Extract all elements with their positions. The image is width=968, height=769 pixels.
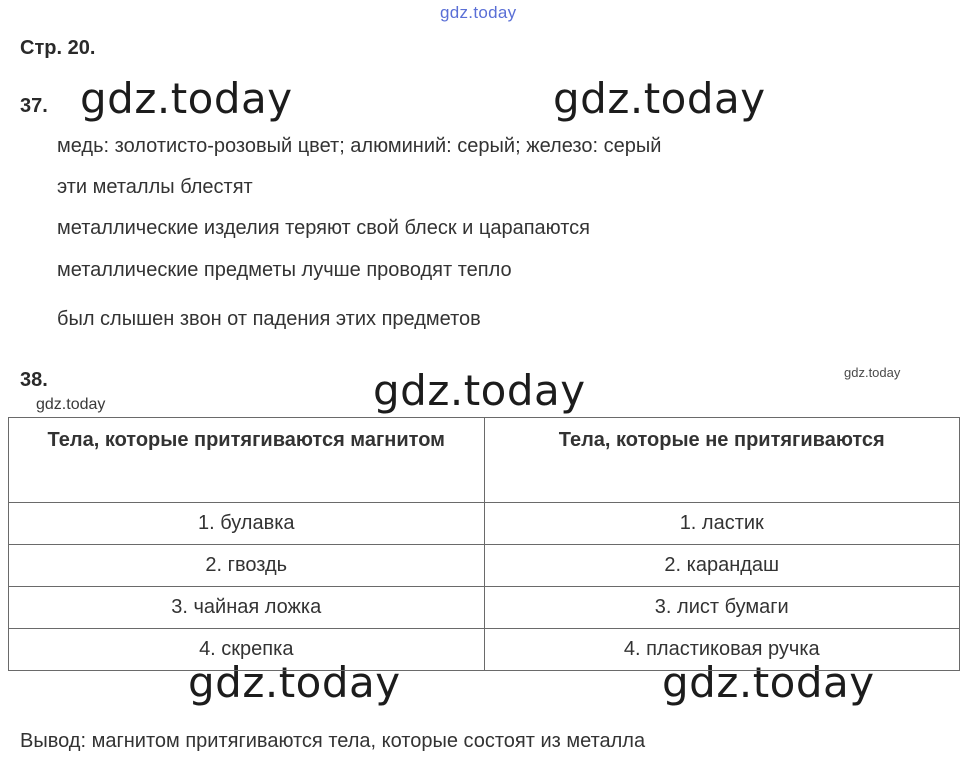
- watermark-big-3: gdz.today: [373, 366, 586, 415]
- watermark-small-right: gdz.today: [844, 365, 901, 380]
- cell-attracted: 2. гвоздь: [9, 545, 485, 587]
- magnets-table: [8, 417, 960, 671]
- cell-not-attracted: 2. карандаш: [484, 545, 960, 587]
- task38-conclusion: Вывод: магнитом притягиваются тела, которые состоят из металла: [20, 730, 646, 752]
- task38-number: 38.: [20, 369, 48, 391]
- cell-not-attracted: 1. ластик: [484, 503, 960, 545]
- task37-line-4: металлические предметы лучше проводят тепло: [57, 259, 512, 281]
- table-header-row: [9, 418, 960, 503]
- watermark-top: gdz.today: [440, 3, 517, 22]
- task37-number: 37.: [20, 95, 48, 117]
- task37-line-2: эти металлы блестят: [57, 176, 253, 198]
- page-label: Стр. 20.: [20, 37, 96, 59]
- header-not-attracted: Тела, которые не притягиваются: [484, 418, 960, 503]
- cell-not-attracted: 3. лист бумаги: [484, 587, 960, 629]
- table-row: [9, 587, 960, 629]
- table-row: [9, 545, 960, 587]
- watermark-big-5: gdz.today: [662, 658, 875, 707]
- task37-line-3: металлические изделия теряют свой блеск и царапаются: [57, 217, 590, 239]
- cell-attracted: 4. скрепка: [9, 629, 485, 671]
- table-row: [9, 629, 960, 671]
- watermark-small-left: gdz.today: [36, 396, 106, 413]
- task37-line-5: был слышен звон от падения этих предметов: [57, 308, 481, 330]
- cell-attracted: 3. чайная ложка: [9, 587, 485, 629]
- watermark-big-4: gdz.today: [188, 658, 401, 707]
- header-attracted: Тела, которые притягиваются магнитом: [9, 418, 485, 503]
- cell-attracted: 1. булавка: [9, 503, 485, 545]
- task37-line-1: медь: золотисто-розовый цвет; алюминий: серый; железо: серый: [57, 135, 662, 157]
- watermark-big-2: gdz.today: [553, 74, 766, 123]
- cell-not-attracted: 4. пластиковая ручка: [484, 629, 960, 671]
- table-row: [9, 503, 960, 545]
- watermark-big-1: gdz.today: [80, 74, 293, 123]
